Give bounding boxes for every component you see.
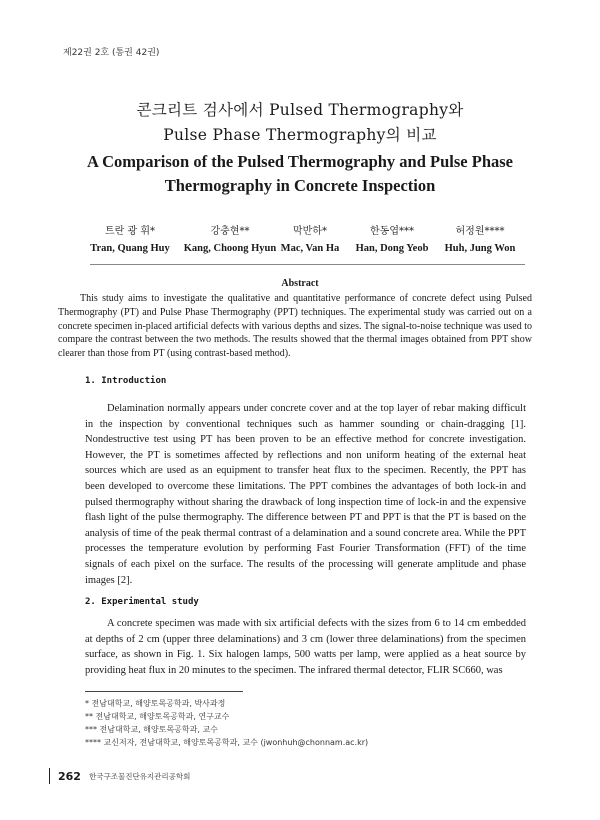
korean-title-line-2: Pulse Phase Thermography의 비교: [163, 126, 437, 144]
english-title-line-2: Thermography in Concrete Inspection: [164, 176, 436, 195]
abstract-body: This study aims to investigate the qualitative and quantitative performance of concrete defect using Pulsed Thermography (PT) and Pulse Phase Thermography (PPT) techniques. The experimental study was carried out on a concrete specimen in-placed artificial defects with various depths and sizes. The signal-to-noise technique was used to compare the contrast between the two methods. The results showed that the thermal images obtained from PPT show clearer than those from PT (using contrast-based method).: [58, 293, 532, 360]
section-heading-introduction: 1. Introduction: [85, 376, 167, 386]
journal-issue-header: 제22권 2호 (통권 42권): [63, 48, 160, 58]
introduction-body: Delamination normally appears under concrete cover and at the top layer of rebar making difficult in the inspection by conventional techniques such as hammer sounding or chain-dragging [1]. Nondestructive test using PT has been proven to be an effective method for concrete investigation. However, the PT is sometimes affected by reflections and non uniform heating of the external heat sources which are used as an equipment to transfer heat flux to the specimen. Recently, the PPT has been developed to overcome these limitations. The PPT combines the advantages of both lock-in and pulsed thermography without sharing the drawback of long inspection time of lock-in and the expensive flash light of the pulse thermography. The difference between PT and PPT is that the PT is based on the analysis of time of the peak thermal contrast of a delamination and a sound concrete area. While the PPT processes the temperature evolution by performing Fast Fourier Transformation (FFT) of the time signals of each pixel on the surface. The results of the processing will generate amplitude and phase images [2].: [85, 403, 526, 586]
experimental-study-body: A concrete specimen was made with six artificial defects with the sizes from 6 to 14 cm embedded at depths of 2 cm (upper three delaminations) and 3 cm (lower three delaminations) from the specimen surface, as shown in Fig. 1. Six halogen lamps, 500 watts per lamp, were applied as a heat source by providing heat flux in 20 minutes to the specimen. The infrared thermal detector, FLIR SC660, was: [85, 618, 526, 676]
header-divider: [90, 264, 525, 265]
author-name-en: Huh, Jung Won: [444, 243, 516, 254]
english-title-line-1: A Comparison of the Pulsed Thermography and Pulse Phase: [87, 152, 513, 171]
footnote-3: *** 전남대학교, 해양토목공학과, 교수: [85, 725, 218, 734]
footnotes: [85, 697, 485, 749]
author-name-en: Han, Dong Yeob: [355, 243, 429, 254]
author-name-en: Kang, Choong Hyun: [183, 243, 277, 254]
section-heading-experimental-study: 2. Experimental study: [85, 597, 199, 607]
footnote-1: * 전남대학교, 해양토목공학과, 박사과정: [85, 699, 226, 708]
abstract-heading: Abstract: [281, 278, 319, 289]
author-name-ko: 강충현**: [210, 226, 250, 237]
page-footer: [49, 768, 190, 784]
author-name-en: Mac, Van Ha: [280, 243, 340, 254]
footnote-2: ** 전남대학교, 해양토목공학과, 연구교수: [85, 712, 230, 721]
author-5: [428, 222, 532, 254]
korean-title-line-1: 콘크리트 검사에서 Pulsed Thermography와: [136, 101, 464, 119]
author-name-ko: 한동엽***: [370, 226, 414, 237]
author-name-ko: 막반하*: [293, 226, 327, 237]
footnote-divider: [85, 691, 243, 692]
author-name-ko: 허정원****: [455, 226, 505, 237]
page-number: 262: [58, 769, 81, 783]
author-name-en: Tran, Quang Huy: [90, 243, 170, 254]
footnote-4: **** 교신저자, 전남대학교, 해양토목공학과, 교수 (jwonhuh@chonnam.ac.kr): [85, 738, 369, 747]
society-name: 한국구조물진단유지관리공학회: [88, 771, 191, 781]
author-1: [78, 222, 182, 254]
footer-bar: [49, 768, 50, 784]
author-name-ko: 트란 광 휘*: [105, 226, 155, 237]
